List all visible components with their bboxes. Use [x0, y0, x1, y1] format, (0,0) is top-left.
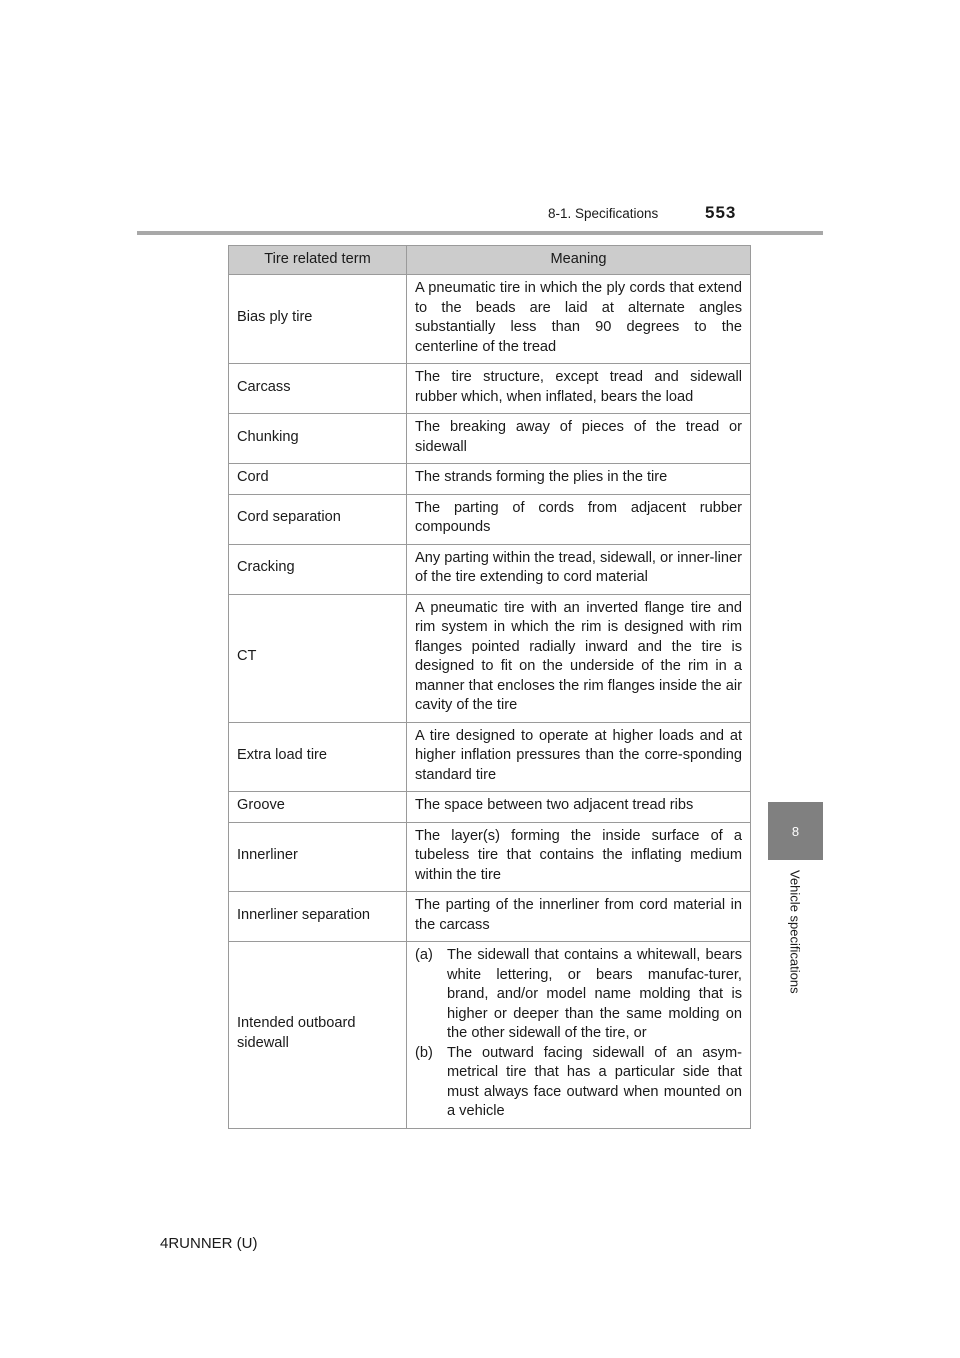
- header-term: Tire related term: [229, 246, 407, 275]
- table-row: [229, 792, 751, 823]
- item-label: (b): [415, 1044, 433, 1061]
- term-cell: Groove: [229, 792, 407, 823]
- table-row: [229, 494, 751, 544]
- item-label: (a): [415, 947, 433, 963]
- table-row: [229, 722, 751, 792]
- table-row: [229, 275, 751, 364]
- meaning-cell: [407, 942, 751, 1129]
- term-cell: Extra load tire: [229, 722, 407, 792]
- meaning-cell: The layer(s) forming the inside surface of a tubeless tire that contains the inflating medium within the tire: [407, 822, 751, 892]
- term-cell: Carcass: [229, 364, 407, 414]
- list-item: [415, 946, 742, 1044]
- meaning-cell: A tire designed to operate at higher loads and at higher inflation pressures than the corre-sponding standard tire: [407, 722, 751, 792]
- section-title: 8-1. Specifications: [548, 206, 659, 221]
- meaning-cell: The tire structure, except tread and sidewall rubber which, when inflated, bears the load: [407, 364, 751, 414]
- term-cell: CT: [229, 594, 407, 722]
- chapter-number: 8: [791, 823, 800, 839]
- meaning-cell: A pneumatic tire with an inverted flange tire and rim system in which the rim is designed with rim flanges pointed radially inward and the tire is designed to fit on the underside of the rim in a manner that encloses the rim flanges inside the air cavity of the tire: [407, 594, 751, 722]
- meaning-cell: The parting of the innerliner from cord material in the carcass: [407, 892, 751, 942]
- table-body: [229, 275, 751, 1129]
- header-divider: [137, 231, 823, 235]
- item-text: The outward facing sidewall of an asym-metrical tire that has a particular side that must always face outward when mounted on a vehicle: [447, 1044, 742, 1119]
- table-row: [229, 544, 751, 594]
- term-cell: Cord: [229, 464, 407, 495]
- table-row: [229, 414, 751, 464]
- term-cell: Cracking: [229, 544, 407, 594]
- term-cell: Cord separation: [229, 494, 407, 544]
- table-row: [229, 892, 751, 942]
- table-row: [229, 464, 751, 495]
- meaning-cell: Any parting within the tread, sidewall, or inner-liner of the tire extending to cord material: [407, 544, 751, 594]
- term-cell: Innerliner separation: [229, 892, 407, 942]
- meaning-cell: The breaking away of pieces of the tread or sidewall: [407, 414, 751, 464]
- meaning-cell: The space between two adjacent tread ribs: [407, 792, 751, 823]
- term-cell: Innerliner: [229, 822, 407, 892]
- list-item: [415, 1044, 742, 1122]
- term-cell: Intended outboard sidewall: [229, 942, 407, 1129]
- item-text: The sidewall that contains a whitewall, bears white lettering, or bears manufac-turer, brand, and/or model name molding that is higher or deeper than the same molding on the other sidewall of the tire, or: [447, 947, 742, 1041]
- table-row: [229, 594, 751, 722]
- meaning-cell: A pneumatic tire in which the ply cords that extend to the beads are laid at alternate angles substantially less than 90 degrees to the centerline of the tread: [407, 275, 751, 364]
- tire-terms-table: [228, 245, 751, 1129]
- model-name: 4RUNNER (U): [160, 1235, 258, 1252]
- table-row: [229, 364, 751, 414]
- chapter-title: Vehicle specifications: [787, 870, 803, 994]
- term-cell: Chunking: [229, 414, 407, 464]
- chapter-tab: [768, 802, 823, 860]
- table-row: [229, 942, 751, 1129]
- header-meaning: Meaning: [407, 246, 751, 275]
- table-row: [229, 822, 751, 892]
- table-header-row: [229, 246, 751, 275]
- page-number: 553: [705, 203, 737, 222]
- meaning-cell: The parting of cords from adjacent rubber compounds: [407, 494, 751, 544]
- meaning-cell: The strands forming the plies in the tire: [407, 464, 751, 495]
- term-cell: Bias ply tire: [229, 275, 407, 364]
